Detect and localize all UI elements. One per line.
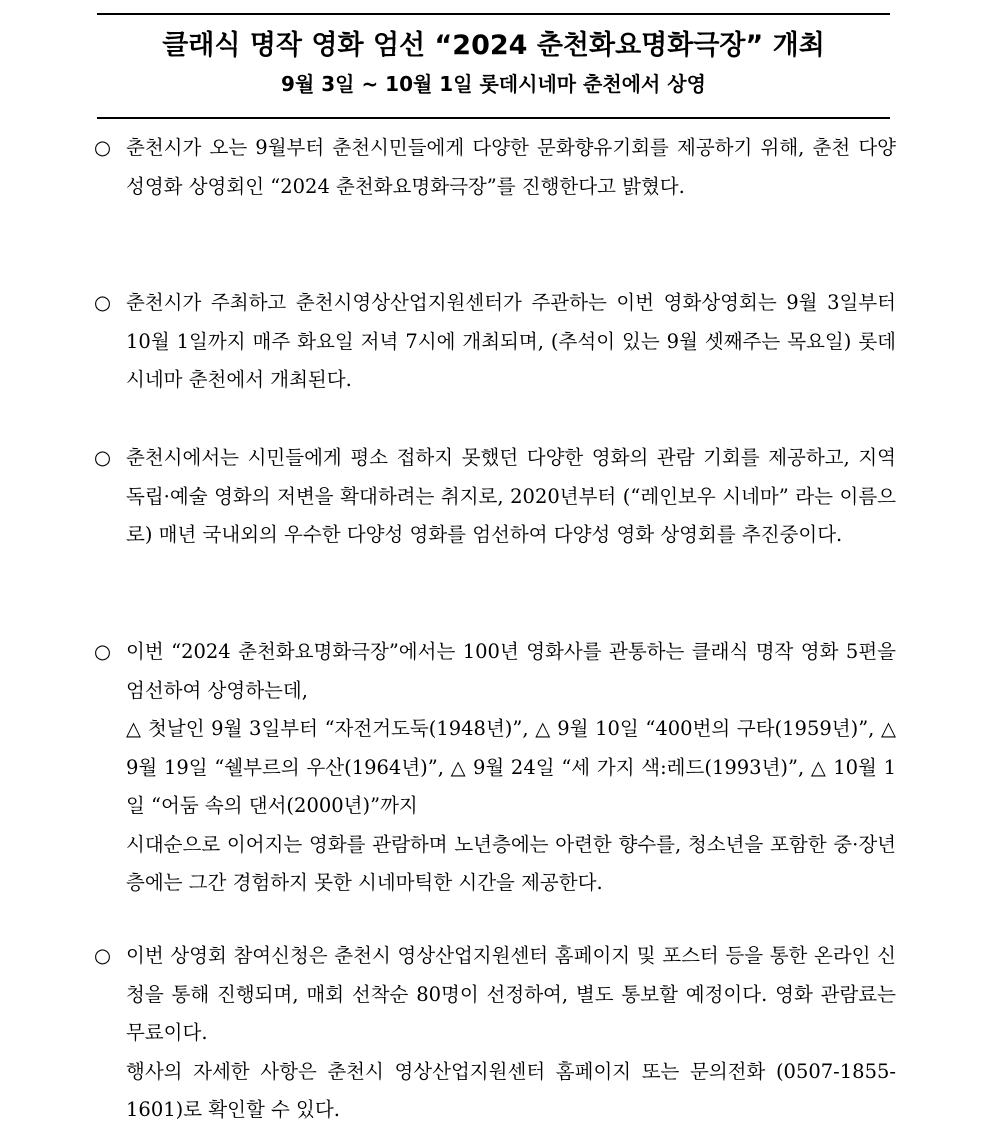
bullet-circle-icon: ○ (94, 944, 112, 967)
paragraph-line: 이번 “2024 춘천화요명화극장”에서는 100년 영화사를 관통하는 클래식 명작 영화 5편을 엄선하여 상영하는데, (126, 640, 896, 702)
paragraph-5 (94, 937, 896, 1130)
paragraph-line: 춘천시에서는 시민들에게 평소 접하지 못했던 다양한 영화의 관람 기회를 제공하고, 지역 독립·예술 영화의 저변을 확대하려는 취지로, 2020년부터 (“레인보우 시네마” 라는 이름으로) 매년 국내외의 우수한 다양성 영화를 엄선하여 다양성 영화 상영회를 추진중이다. (126, 446, 896, 546)
header-bottom-rule (97, 117, 890, 119)
paragraph-line: 이번 상영회 참여신청은 춘천시 영상산업지원센터 홈페이지 및 포스터 등을 통한 온라인 신청을 통해 진행되며, 매회 선착순 80명이 선정하여, 별도 통보할 예정이다. 영화 관람료는 무료이다. (126, 944, 896, 1044)
paragraph-body (126, 129, 896, 206)
paragraph-line: △ 첫날인 9월 3일부터 “자전거도둑(1948년)”, △ 9월 10일 “400번의 구타(1959년)”, △ 9월 19일 “쉘부르의 우산(1964년)”, △ 9월 24일 “세 가지 색:레드(1993년)”, △ 10월 1일 “어둠 속의 댄서(2000년)”까지 (126, 717, 896, 817)
paragraph-line: 행사의 자세한 사항은 춘천시 영상산업지원센터 홈페이지 또는 문의전화 (0507-1855-1601)로 확인할 수 있다. (126, 1059, 896, 1121)
paragraph-body (126, 439, 896, 555)
paragraph-1 (94, 129, 896, 206)
page-subtitle: 9월 3일 ~ 10월 1일 롯데시네마 춘천에서 상영 (281, 72, 706, 96)
paragraph-line: 춘천시가 오는 9월부터 춘천시민들에게 다양한 문화향유기회를 제공하기 위해, 춘천 다양성영화 상영회인 “2024 춘천화요명화극장”를 진행한다고 밝혔다. (126, 136, 896, 198)
bullet-circle-icon: ○ (94, 291, 112, 314)
paragraph-4 (94, 633, 896, 903)
paragraph-line: 시대순으로 이어지는 영화를 관람하며 노년층에는 아련한 향수를, 청소년을 포함한 중·장년층에는 그간 경험하지 못한 시네마틱한 시간을 제공한다. (126, 832, 896, 894)
paragraph-body (126, 284, 896, 400)
paragraph-body (126, 937, 896, 1130)
page-title: 클래식 명작 영화 엄선 “2024 춘천화요명화극장” 개최 (162, 30, 825, 61)
paragraph-3 (94, 439, 896, 555)
paragraph-2 (94, 284, 896, 400)
header-top-rule (97, 13, 890, 15)
bullet-circle-icon: ○ (94, 136, 112, 159)
paragraph-body (126, 633, 896, 903)
bullet-circle-icon: ○ (94, 640, 112, 663)
paragraph-line: 춘천시가 주최하고 춘천시영상산업지원센터가 주관하는 이번 영화상영회는 9월 3일부터 10월 1일까지 매주 화요일 저녁 7시에 개최되며, (추석이 있는 9월 셋째주는 목요일) 롯데시네마 춘천에서 개최된다. (126, 291, 896, 391)
bullet-circle-icon: ○ (94, 446, 112, 469)
